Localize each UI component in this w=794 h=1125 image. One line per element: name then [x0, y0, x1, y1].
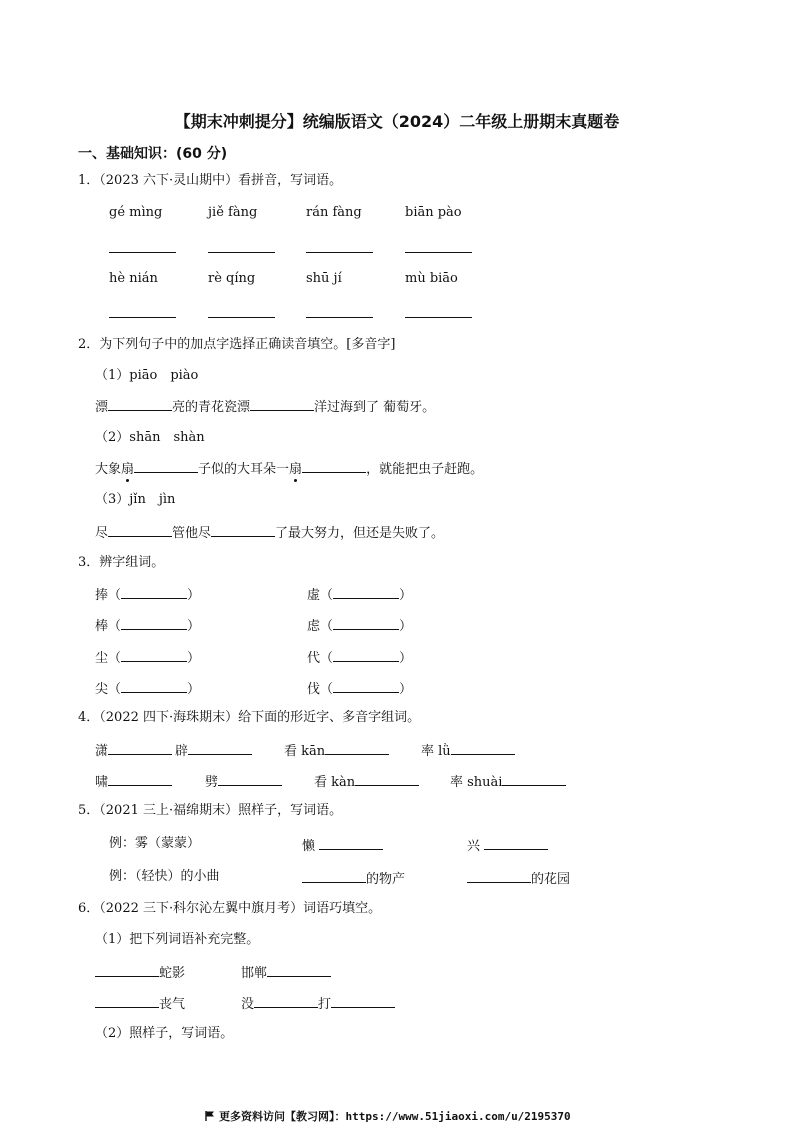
- q3-item: [95, 679, 200, 698]
- q3-char: 伐: [307, 682, 321, 697]
- q6-text: 蛇影: [159, 966, 186, 981]
- q3-paren: ）: [399, 588, 413, 603]
- q5-item: [302, 836, 383, 855]
- q4-char: 看 kàn: [314, 775, 356, 790]
- q3-item: [307, 679, 412, 698]
- q4-item: [421, 741, 515, 760]
- q1-pinyin: hè nián: [109, 271, 158, 286]
- q4-stem: 4．（2022 四下·海珠期末）给下面的形近字、多音字组词。: [78, 710, 421, 725]
- q5-suffix: 的物产: [366, 872, 406, 887]
- q3-paren: （: [108, 588, 122, 603]
- q6-text: 丧气: [159, 997, 186, 1012]
- q4-blank[interactable]: [325, 741, 389, 755]
- q4-blank[interactable]: [188, 741, 252, 755]
- q6-text: 没: [241, 997, 255, 1012]
- q4-blank[interactable]: [108, 741, 172, 755]
- q2-s2-blank[interactable]: [302, 459, 366, 473]
- q3-paren: （: [320, 651, 334, 666]
- q5-item: [302, 869, 405, 888]
- q3-char: 代: [307, 651, 321, 666]
- footer-link[interactable]: [205, 1109, 571, 1125]
- q1-answer-line[interactable]: [208, 252, 275, 253]
- q3-char: 尖: [95, 682, 109, 697]
- q5-char: 兴: [467, 839, 481, 854]
- q5-stem: 5．（2021 三上·福绵期末）照样子，写词语。: [78, 803, 343, 818]
- q6-blank[interactable]: [267, 963, 331, 977]
- q6-blank[interactable]: [95, 994, 159, 1008]
- q6-text: 邯郸: [241, 966, 268, 981]
- q1-pinyin: gé mìng: [109, 205, 163, 220]
- q2-sentence-1: [95, 397, 435, 416]
- q6-blank[interactable]: [95, 963, 159, 977]
- q6-item: [95, 963, 185, 982]
- q6-item: [241, 994, 395, 1013]
- q1-answer-line[interactable]: [306, 317, 373, 318]
- q3-blank[interactable]: [333, 616, 399, 630]
- q2-s2-dotted-char: 扇: [121, 462, 135, 477]
- q3-paren: （: [320, 619, 334, 634]
- q5-blank[interactable]: [484, 836, 548, 850]
- q2-s1-blank[interactable]: [250, 397, 314, 411]
- q6-item: [95, 994, 185, 1013]
- q2-s3-text-b: 管他尽: [172, 526, 212, 541]
- q1-answer-line[interactable]: [405, 252, 472, 253]
- q4-char: 劈: [205, 775, 219, 790]
- q5-blank[interactable]: [302, 869, 366, 883]
- q6-part1-label: （1）把下列词语补充完整。: [95, 932, 260, 947]
- q3-paren: （: [320, 588, 334, 603]
- q3-paren: ）: [399, 619, 413, 634]
- q3-item: [95, 616, 200, 635]
- q2-s1-text-b: 亮的青花瓷漂: [172, 400, 251, 415]
- q3-item: [307, 648, 412, 667]
- q2-sentence-3: [95, 523, 444, 542]
- q2-s3-text-a: 尽: [95, 526, 109, 541]
- q2-part2-label: （2）shān shàn: [95, 430, 205, 445]
- q2-s3-blank[interactable]: [211, 523, 275, 537]
- q1-pinyin: rè qíng: [208, 271, 256, 286]
- q2-s3-blank[interactable]: [108, 523, 172, 537]
- q3-item: [307, 616, 412, 635]
- q3-item: [95, 585, 200, 604]
- q4-char: 啸: [95, 775, 109, 790]
- q2-s2-text-a: 大象: [95, 462, 122, 477]
- q4-item: [450, 772, 566, 791]
- q4-item: [314, 772, 419, 791]
- q6-part2-label: （2）照样子，写词语。: [95, 1026, 234, 1041]
- q3-paren: ）: [187, 651, 201, 666]
- q2-s2-text-b: 子似的大耳朵一: [198, 462, 290, 477]
- q1-stem: 1．（2023 六下·灵山期中）看拼音，写词语。: [78, 173, 343, 188]
- q5-blank[interactable]: [319, 836, 383, 850]
- q3-paren: ）: [187, 619, 201, 634]
- q1-pinyin: jiě fàng: [208, 205, 258, 220]
- q3-blank[interactable]: [333, 585, 399, 599]
- q2-s3-text-c: 了最大努力，但还是失败了。: [275, 526, 445, 541]
- q4-item: [175, 741, 252, 760]
- q3-paren: （: [320, 682, 334, 697]
- q4-char: 看 kān: [284, 744, 326, 759]
- q1-answer-line[interactable]: [208, 317, 275, 318]
- q3-char: 尘: [95, 651, 109, 666]
- q3-paren: ）: [399, 651, 413, 666]
- flag-icon: [205, 1111, 215, 1121]
- q1-pinyin: shū jí: [306, 271, 342, 286]
- q3-char: 捧: [95, 588, 109, 603]
- q5-suffix: 的花园: [531, 872, 571, 887]
- q2-stem: 2．为下列句子中的加点字选择正确读音填空。[多音字]: [78, 337, 396, 352]
- q3-char: 虚: [307, 588, 321, 603]
- page-title: 【期末冲刺提分】统编版语文（2024）二年级上册期末真题卷: [174, 112, 620, 131]
- q3-item: [307, 585, 412, 604]
- q6-text: 打: [318, 997, 332, 1012]
- q2-s1-blank[interactable]: [108, 397, 172, 411]
- q3-paren: ）: [399, 682, 413, 697]
- q4-char: 率 shuài: [450, 775, 503, 790]
- q4-item: [95, 772, 172, 791]
- q4-blank[interactable]: [451, 741, 515, 755]
- q4-item: [284, 741, 389, 760]
- q1-pinyin: biān pào: [405, 205, 462, 220]
- q4-blank[interactable]: [355, 772, 419, 786]
- q4-item: [95, 741, 172, 760]
- q3-blank[interactable]: [333, 648, 399, 662]
- q3-blank[interactable]: [333, 679, 399, 693]
- q4-blank[interactable]: [502, 772, 566, 786]
- q5-item: [467, 869, 570, 888]
- q3-blank[interactable]: [121, 585, 187, 599]
- q2-s2-text-c: ，就能把虫子赶跑。: [366, 462, 484, 477]
- q5-example-1: 例：雾（蒙蒙）: [109, 836, 201, 851]
- q5-char: 懒: [302, 839, 316, 854]
- q3-char: 虑: [307, 619, 321, 634]
- q2-s1-text-a: 漂: [95, 400, 109, 415]
- q4-char: 潇: [95, 744, 109, 759]
- q2-part3-label: （3）jǐn jìn: [95, 492, 176, 507]
- q4-char: 率 lǜ: [421, 744, 451, 759]
- q6-blank[interactable]: [254, 994, 318, 1008]
- q2-sentence-2: [95, 459, 483, 478]
- q3-paren: （: [108, 651, 122, 666]
- q3-char: 棒: [95, 619, 109, 634]
- q1-pinyin: rán fàng: [306, 205, 362, 220]
- q3-item: [95, 648, 200, 667]
- q1-pinyin: mù biāo: [405, 271, 458, 286]
- q1-answer-line[interactable]: [405, 317, 472, 318]
- q5-item: [467, 836, 548, 855]
- q3-blank[interactable]: [121, 616, 187, 630]
- footer-text: 更多资料访问【教习网】：https://www.51jiaoxi.com/u/2195370: [219, 1110, 571, 1123]
- q2-s2-dotted-char: 扇: [289, 462, 303, 477]
- q3-blank[interactable]: [121, 679, 187, 693]
- q1-answer-line[interactable]: [109, 252, 176, 253]
- q3-paren: （: [108, 682, 122, 697]
- q3-blank[interactable]: [121, 648, 187, 662]
- q2-s2-blank[interactable]: [134, 459, 198, 473]
- q4-char: 辟: [175, 744, 189, 759]
- q5-example-2: 例：（轻快）的小曲: [109, 869, 220, 884]
- q2-part1-label: （1）piāo piào: [95, 368, 199, 383]
- q4-item: [205, 772, 282, 791]
- section-heading: 一、基础知识：(60 分): [78, 146, 228, 162]
- q6-item: [241, 963, 331, 982]
- q3-stem: 3．辨字组词。: [78, 555, 165, 570]
- q1-answer-line[interactable]: [306, 252, 373, 253]
- q6-blank[interactable]: [331, 994, 395, 1008]
- q2-s1-text-c: 洋过海到了 葡萄牙。: [314, 400, 436, 415]
- q5-blank[interactable]: [467, 869, 531, 883]
- q4-blank[interactable]: [218, 772, 282, 786]
- q3-paren: ）: [187, 682, 201, 697]
- q3-paren: （: [108, 619, 122, 634]
- q3-paren: ）: [187, 588, 201, 603]
- q6-stem: 6．（2022 三下·科尔沁左翼中旗月考）词语巧填空。: [78, 901, 382, 916]
- q1-answer-line[interactable]: [109, 317, 176, 318]
- q4-blank[interactable]: [108, 772, 172, 786]
